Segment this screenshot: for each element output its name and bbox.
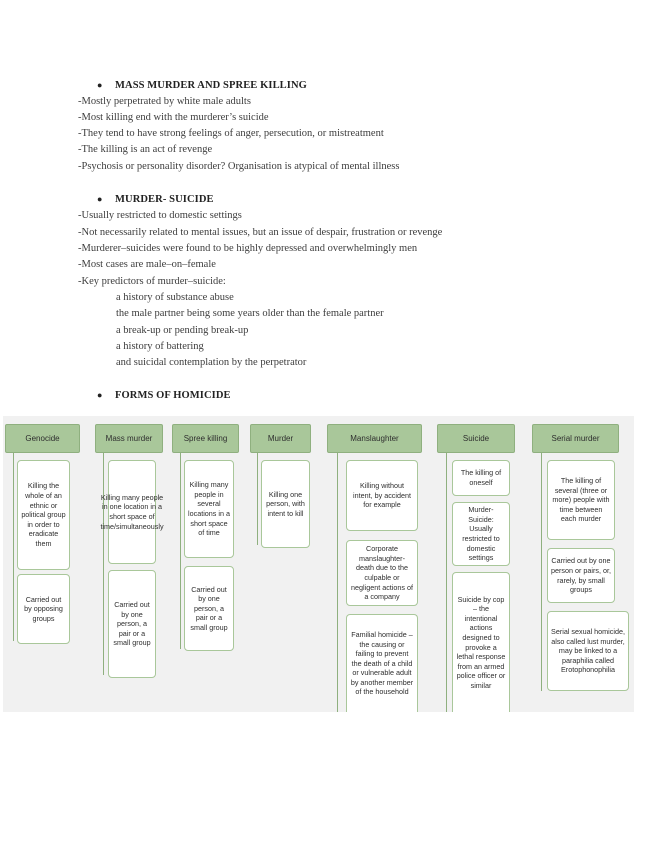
definition-box: Serial sexual homicide, also called lust murder, may be linked to a paraphilia called Erotophonophilia — [547, 611, 629, 691]
forms-of-homicide-diagram — [3, 416, 634, 712]
connector-line — [337, 453, 338, 712]
definition-box: Killing one person, with intent to kill — [261, 460, 310, 548]
heading-text: MURDER- SUICIDE — [115, 194, 214, 205]
column-header-suicide: Suicide — [437, 424, 515, 453]
column-header-murder: Murder — [250, 424, 311, 453]
text-line: -Usually restricted to domestic settings — [78, 210, 242, 221]
text-line: -Most cases are male–on–female — [78, 259, 216, 270]
section-heading-mass-murder — [97, 80, 307, 91]
connector-line — [103, 453, 104, 675]
definition-box: Murder-Suicide: Usually restricted to domestic settings — [452, 502, 510, 566]
definition-box: Familial homicide – the causing or failing to prevent the death of a child or vulnerable adult by another member of the household — [346, 614, 418, 712]
connector-line — [180, 453, 181, 649]
definition-box: Killing many people in one location in a short space of time/simultaneously — [108, 460, 156, 564]
column-header-mass-murder: Mass murder — [95, 424, 163, 453]
column-header-spree-killing: Spree killing — [172, 424, 239, 453]
text-line: -The killing is an act of revenge — [78, 144, 213, 155]
text-line: -Psychosis or personality disorder? Organisation is atypical of mental illness — [78, 161, 400, 172]
connector-line — [541, 453, 542, 691]
section-heading-forms-of-homicide — [97, 390, 231, 401]
text-line: -Most killing end with the murderer’s suicide — [78, 112, 269, 123]
predictor-line: a break-up or pending break-up — [116, 325, 249, 336]
definition-box: The killing of several (three or more) people with time between each murder — [547, 460, 615, 540]
text-line: -Mostly perpetrated by white male adults — [78, 96, 251, 107]
predictor-line: and suicidal contemplation by the perpetrator — [116, 357, 307, 368]
column-header-manslaughter: Manslaughter — [327, 424, 422, 453]
text-line: -Key predictors of murder–suicide: — [78, 276, 226, 287]
section-heading-murder-suicide — [97, 194, 214, 205]
column-header-serial-murder: Serial murder — [532, 424, 619, 453]
definition-box: The killing of oneself — [452, 460, 510, 496]
bullet-icon: ● — [97, 80, 103, 90]
connector-line — [13, 453, 14, 641]
connector-line — [446, 453, 447, 712]
definition-box: Carried out by one person, a pair or a small group — [108, 570, 156, 678]
text-line: -They tend to have strong feelings of anger, persecution, or mistreatment — [78, 128, 384, 139]
definition-box: Killing the whole of an ethnic or political group in order to eradicate them — [17, 460, 70, 570]
definition-box: Corporate manslaughter- death due to the culpable or negligent actions of a company — [346, 540, 418, 606]
definition-box: Carried out by one person or pairs, or, rarely, by small groups — [547, 548, 615, 603]
heading-text: FORMS OF HOMICIDE — [115, 390, 231, 401]
predictor-line: a history of battering — [116, 341, 204, 352]
definition-box: Suicide by cop – the intentional actions designed to provoke a lethal response from an armed police officer or similar — [452, 572, 510, 712]
text-line: -Murderer–suicides were found to be highly depressed and overwhelmingly men — [78, 243, 418, 254]
predictor-line: a history of substance abuse — [116, 292, 234, 303]
definition-box: Carried out by one person, a pair or a small group — [184, 566, 234, 651]
bullet-icon: ● — [97, 390, 103, 400]
definition-box: Carried out by opposing groups — [17, 574, 70, 644]
definition-box: Killing without intent, by accident for example — [346, 460, 418, 531]
column-header-genocide: Genocide — [5, 424, 80, 453]
bullet-icon: ● — [97, 194, 103, 204]
connector-line — [257, 453, 258, 545]
heading-text: MASS MURDER AND SPREE KILLING — [115, 80, 307, 91]
predictor-line: the male partner being some years older than the female partner — [116, 308, 384, 319]
definition-box: Killing many people in several locations in a short space of time — [184, 460, 234, 558]
text-line: -Not necessarily related to mental issues, but an issue of despair, frustration or revenge — [78, 227, 443, 238]
